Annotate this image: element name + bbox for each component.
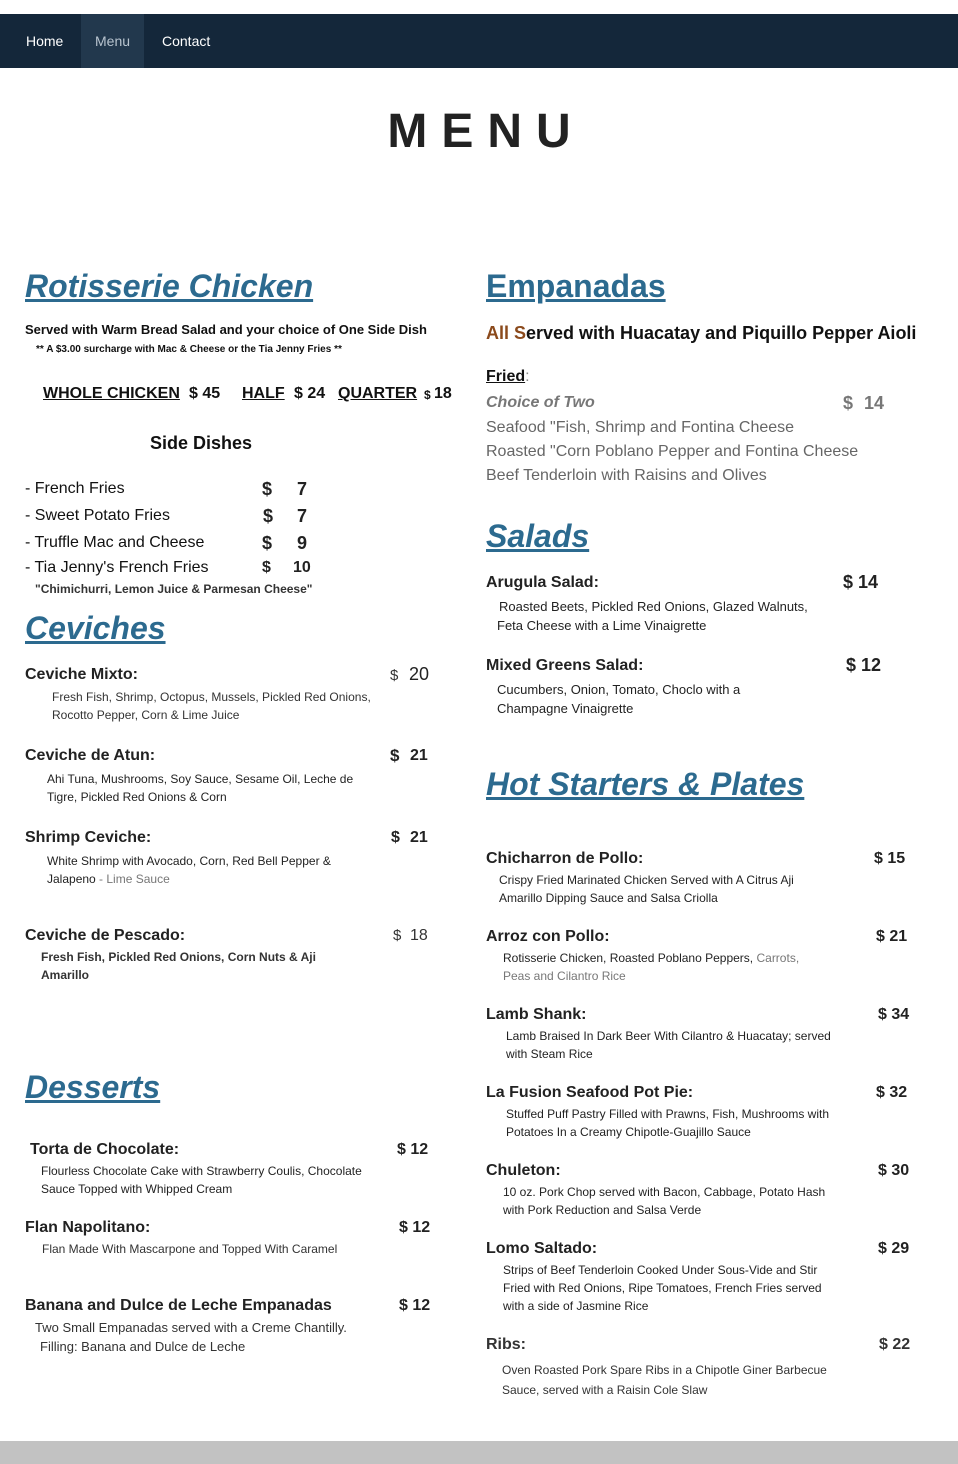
ceviche-price: 20 <box>409 664 430 684</box>
plate-name: Lamb Shank: <box>486 1006 587 1023</box>
footer-bar <box>0 1441 958 1464</box>
plate-price: $ 22 <box>879 1336 911 1353</box>
hot-starters-heading: Hot Starters & Plates <box>486 766 805 802</box>
whole-chicken-price: $ 45 <box>189 385 221 402</box>
choice-currency: $ <box>843 393 854 413</box>
salad-desc: Cucumbers, Onion, Tomato, Choclo with a Champagne Vinaigrette <box>497 682 741 716</box>
plate-price: $ 30 <box>878 1162 910 1179</box>
plate-desc <box>503 949 813 985</box>
salads-heading: Salads <box>486 518 590 554</box>
dessert-price: $ 12 <box>399 1219 431 1236</box>
ceviche-name: Ceviche de Atun: <box>25 747 156 764</box>
plate-name: Chicharron de Pollo: <box>486 850 644 867</box>
ceviche-desc-text: White Shrimp with Avocado, Corn, Red Bell Pepper & Jalapeno <box>47 854 331 886</box>
ceviche-desc <box>47 770 367 806</box>
rotisserie-heading: Rotisserie Chicken <box>25 268 314 304</box>
ceviche-currency: $ <box>391 829 400 846</box>
empanada-filling: Beef Tenderloin with Raisins and Olives <box>486 467 767 484</box>
quarter-chicken-price: 18 <box>434 385 452 402</box>
plate-desc: Oven Roasted Pork Spare Ribs in a Chipotle Giner Barbecue Sauce, served with a Raisin Cole Slaw <box>502 1363 827 1397</box>
plate-name: Lomo Saltado: <box>486 1240 598 1257</box>
half-chicken-price: $ 24 <box>294 385 326 402</box>
dessert-desc-line2: Filling: Banana and Dulce de Leche <box>40 1339 246 1354</box>
ceviche-name: Ceviche Mixto: <box>25 666 138 683</box>
plate-desc-text: Rotisserie Chicken, Roasted Poblano Peppers, <box>503 951 754 965</box>
dessert-name: Torta de Chocolate: <box>30 1141 180 1158</box>
ceviche-currency: $ <box>390 746 400 765</box>
plate-desc: Strips of Beef Tenderloin Cooked Under Sous-Vide and Stir Fried with Red Onions, Ripe Tomatoes, French Fries served with a side of Jasmine Rice <box>503 1263 822 1313</box>
dessert-name: Flan Napolitano: <box>25 1219 151 1236</box>
side-dish-name: - Sweet Potato Fries <box>25 507 170 524</box>
dessert-desc: Flan Made With Mascarpone and Topped With Caramel <box>42 1242 338 1256</box>
ceviche-name: Shrimp Ceviche: <box>25 829 152 846</box>
plate-price: $ 32 <box>876 1084 908 1101</box>
side-dish-price: 7 <box>297 506 308 526</box>
nav-menu[interactable]: Menu <box>81 14 144 68</box>
ceviches-heading: Ceviches <box>25 610 166 646</box>
empanadas-heading: Empanadas <box>486 268 666 304</box>
ceviche-desc: Fresh Fish, Shrimp, Octopus, Mussels, Pickled Red Onions, Rocotto Pepper, Corn & Lime Juice <box>52 690 371 722</box>
ceviche-currency: $ <box>393 927 402 944</box>
ceviche-price: 21 <box>410 747 428 764</box>
empanada-filling: Seafood "Fish, Shrimp and Fontina Cheese <box>486 419 795 436</box>
dessert-price: $ 12 <box>397 1141 429 1158</box>
ceviche-price: 21 <box>410 829 428 846</box>
plate-name: Chuleton: <box>486 1162 561 1179</box>
plate-price: $ 29 <box>878 1240 910 1257</box>
quarter-chicken-label: QUARTER <box>338 385 418 402</box>
plate-name: Arroz con Pollo: <box>486 928 610 945</box>
plate-desc: Lamb Braised In Dark Beer With Cilantro & Huacatay; served with Steam Rice <box>506 1029 831 1061</box>
ceviche-desc <box>47 852 347 888</box>
side-dish-name: - Tia Jenny's French Fries <box>25 559 209 576</box>
side-dishes-heading: Side Dishes <box>150 433 253 453</box>
side-dish-currency: $ <box>262 559 271 576</box>
surcharge-note: ** A $3.00 surcharge with Mac & Cheese or the Tia Jenny Fries ** <box>36 344 342 355</box>
ceviche-desc-text: Ahi Tuna, Mushrooms, Soy Sauce, Sesame Oil, Leche de Tigre, Pickled Red Onions & Corn <box>47 772 354 804</box>
fried-colon: : <box>525 368 530 385</box>
empanada-filling: Roasted "Corn Poblano Pepper and Fontina Cheese <box>486 443 859 460</box>
plate-price: $ 34 <box>878 1006 910 1023</box>
ceviche-desc: Fresh Fish, Pickled Red Onions, Corn Nuts & Aji Amarillo <box>41 950 316 982</box>
nav-contact[interactable]: Contact <box>162 33 211 49</box>
chicken-served-note: Served with Warm Bread Salad and your choice of One Side Dish <box>25 322 427 337</box>
side-dish-currency: $ <box>262 479 273 499</box>
choice-of-two: Choice of Two <box>486 394 595 411</box>
empanadas-served-rest: erved with Huacatay and Piquillo Pepper Aioli <box>526 323 917 343</box>
salad-name: Mixed Greens Salad: <box>486 657 644 674</box>
side-dish-currency: $ <box>262 533 273 553</box>
ceviche-price: 18 <box>410 927 428 944</box>
whole-chicken-label: WHOLE CHICKEN <box>43 385 180 402</box>
side-dish-price: 10 <box>293 559 311 576</box>
side-dish-name: - French Fries <box>25 480 125 497</box>
plate-desc: Crispy Fried Marinated Chicken Served with A Citrus Aji Amarillo Dipping Sauce and Salsa Criolla <box>499 873 794 905</box>
quarter-chicken-currency: $ <box>424 388 431 402</box>
fried-text: Fried <box>486 368 526 385</box>
salad-name: Arugula Salad: <box>486 574 599 591</box>
salad-price: $ 12 <box>846 655 882 675</box>
half-chicken-label: HALF <box>242 385 285 402</box>
page-title: MENU <box>387 105 585 158</box>
ceviche-currency: $ <box>390 667 399 684</box>
tia-jenny-note: "Chimichurri, Lemon Juice & Parmesan Cheese" <box>35 582 313 596</box>
ceviche-desc-extra: - Lime Sauce <box>95 872 170 886</box>
salad-price: $ 14 <box>843 572 879 592</box>
plate-name: Ribs: <box>486 1336 526 1353</box>
desserts-heading: Desserts <box>25 1069 161 1105</box>
plate-desc: Stuffed Puff Pastry Filled with Prawns, Fish, Mushrooms with Potatoes In a Creamy Chipotle-Guajillo Sauce <box>506 1107 830 1139</box>
plate-price: $ 21 <box>876 928 908 945</box>
plate-desc-grey: Carrots, Peas and Cilantro Rice <box>503 951 800 983</box>
plate-name: La Fusion Seafood Pot Pie: <box>486 1084 694 1101</box>
side-dish-name: - Truffle Mac and Cheese <box>25 534 205 551</box>
empanadas-served-prefix: All S <box>486 323 527 343</box>
empanadas-served-note <box>486 323 916 344</box>
nav-home[interactable]: Home <box>26 33 64 49</box>
dessert-desc: Flourless Chocolate Cake with Strawberry Coulis, Chocolate Sauce Topped with Whipped Cream <box>41 1164 362 1196</box>
choice-price: 14 <box>864 393 885 413</box>
top-nav <box>0 14 958 68</box>
side-dish-price: 9 <box>297 533 308 553</box>
side-dish-price: 7 <box>297 479 308 499</box>
dessert-name: Banana and Dulce de Leche Empanadas <box>25 1297 332 1314</box>
salad-desc: Roasted Beets, Pickled Red Onions, Glazed Walnuts, Feta Cheese with a Lime Vinaigrette <box>497 599 808 633</box>
side-dish-currency: $ <box>263 506 274 526</box>
dessert-price: $ 12 <box>399 1297 431 1314</box>
dessert-desc-line1: Two Small Empanadas served with a Creme Chantilly. <box>35 1320 347 1335</box>
plate-price: $ 15 <box>874 850 906 867</box>
plate-desc: 10 oz. Pork Chop served with Bacon, Cabbage, Potato Hash with Pork Reduction and Salsa Verde <box>503 1185 826 1217</box>
fried-label <box>486 368 530 386</box>
ceviche-name: Ceviche de Pescado: <box>25 927 186 944</box>
